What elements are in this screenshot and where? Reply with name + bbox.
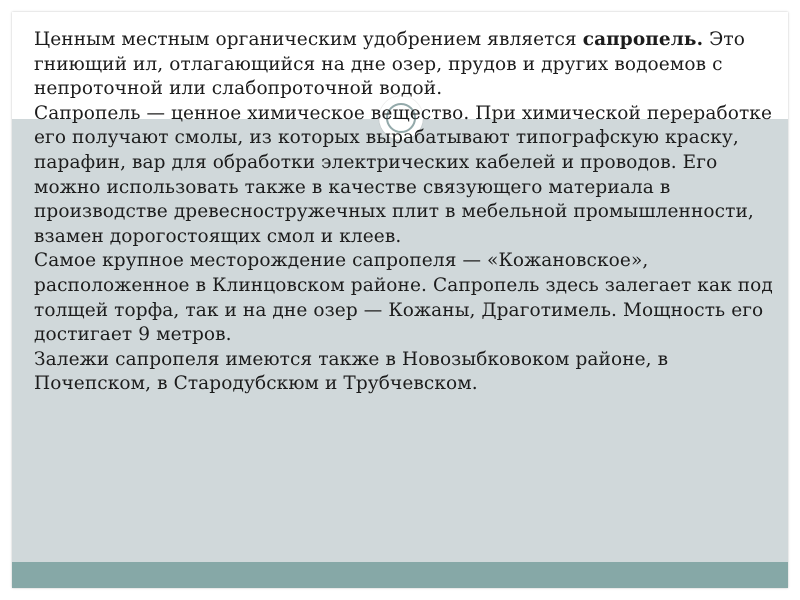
paragraph-3: Самое крупное месторождение сапропеля — «Кожановское», расположенное в Клинцовском районе. Сапропель здесь залегает как под толщей торфа, так и на дне озер — Кожаны, Драготимель. Мощность его достигает 9 метров.	[34, 250, 773, 346]
paragraph-1	[34, 28, 774, 102]
slide-text	[34, 28, 774, 397]
paragraph-2: Сапропель — ценное химическое вещество. При химической переработке его получают смолы, из которых вырабатывают типографскую краску, парафин, вар для обработки электрических кабелей и проводов. Его можно использовать также в качестве связующего материала в производстве древесностружечных плит в мебельной промышленности, взамен дорогостоящих смол и клеев.	[34, 102, 772, 247]
paragraph-1-text: Ценным местным органическим удобрением является	[34, 29, 583, 50]
paragraph-1-text-cont: Это гниющий ил, отлагающийся на дне озер, прудов и других водоемов с непроточной или слабопроточной водой.	[34, 29, 745, 100]
paragraph-4: Залежи сапропеля имеются также в Новозыбковоком районе, в Почепском, в Стародубскюм и Трубчевском.	[34, 348, 669, 395]
term-sapropel: сапропель.	[582, 29, 704, 50]
footer-band	[12, 562, 788, 588]
slide-frame	[12, 12, 788, 588]
